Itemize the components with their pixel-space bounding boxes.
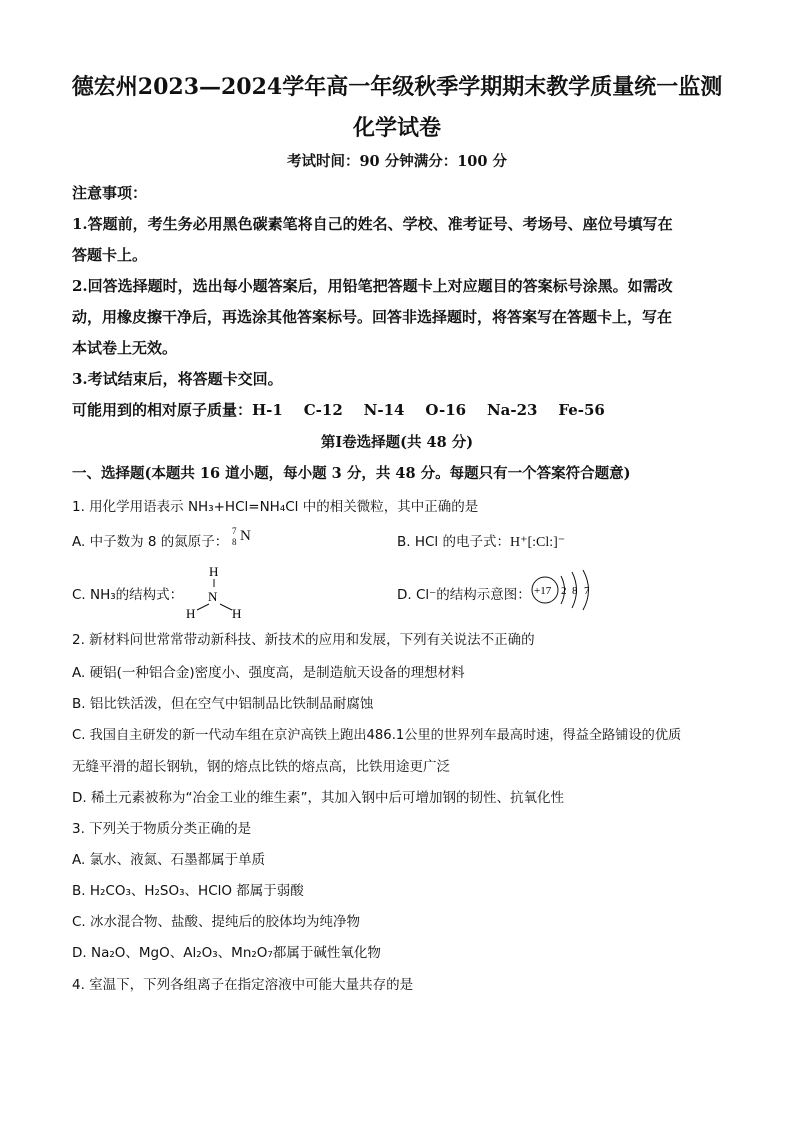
atomic-mass-list: 可能用到的相对原子质量：H-1 C-12 N-14 O-16 Na-23 Fe-56 [72, 401, 605, 419]
shell-electron-count: 7 [584, 585, 590, 597]
question-4-stem: 4. 室温下，下列各组离子在指定溶液中可能大量共存的是 [72, 977, 414, 993]
q1-option-a-label: A. 中子数为 8 的氮原子： [72, 534, 229, 550]
q2-option-c: C. 我国自主研发的新一代动车组在京沪高铁上跑出486.1公里的世界列车最高时速，得益全路铺设的优质 [72, 728, 682, 743]
notice-line: 动，用橡皮擦干净后，再选涂其他答案标号。回答非选择题时，将答案写在答题卡上，写在 [72, 308, 673, 326]
section-title: 第Ⅰ卷选择题(共 48 分) [320, 434, 474, 451]
atom-label: N [208, 589, 218, 604]
notice-line: 3.考试结束后，将答题卡交回。 [72, 370, 283, 388]
q3-option-b: B. H₂CO₃、H₂SO₃、HClO 都属于弱酸 [72, 883, 304, 899]
atom-label: H [232, 606, 242, 621]
q1-option-c [72, 583, 183, 603]
hcl-electron-formula: H⁺[:Cl:]⁻ [509, 535, 566, 550]
atom-label: H [209, 564, 219, 579]
q2-option-b: B. 铝比铁活泼，但在空气中铝制品比铁制品耐腐蚀 [72, 696, 374, 712]
q1-option-c-label: C. NH₃的结构式： [72, 587, 184, 603]
exam-subject: 化学试卷 [352, 115, 441, 141]
mass-number: 7 [232, 526, 237, 536]
q2-option-a: A. 硬铝(一种铝合金)密度小、强度高，是制造航天设备的理想材料 [72, 665, 465, 681]
notice-line: 本试卷上无效。 [72, 339, 178, 357]
notice-line: 1.答题前，考生务必用黑色碳素笔将自己的姓名、学校、准考证号、考场号、座位号填写在 [72, 215, 673, 233]
q1-option-b [397, 530, 565, 551]
exam-time: 考试时间：90 分钟满分：100 分 [286, 153, 508, 170]
ammonia-structure [180, 562, 250, 622]
chloride-ion-diagram [528, 568, 598, 612]
nuclide-symbol [232, 526, 256, 550]
atom-label: H [186, 606, 196, 621]
q1-option-d [397, 583, 531, 603]
exam-title: 德宏州2023—2024学年高一年级秋季学期期末教学质量统一监测 [71, 74, 723, 100]
q3-option-d: D. Na₂O、MgO、Al₂O₃、Mn₂O₇都属于碱性氧化物 [72, 945, 381, 961]
notice-heading: 注意事项： [72, 184, 148, 202]
atomic-number: 8 [232, 537, 237, 547]
q2-option-c-cont: 无缝平滑的超长钢轨，钢的熔点比铁的熔点高，比铁用途更广泛 [72, 759, 450, 775]
q3-option-c: C. 冰水混合物、盐酸、提纯后的胶体均为纯净物 [72, 914, 361, 930]
shell-electron-count: 2 [561, 585, 567, 597]
notice-line: 答题卡上。 [72, 246, 148, 264]
q1-option-a [72, 530, 228, 550]
part-heading: 一、选择题(本题共 16 道小题，每小题 3 分，共 48 分。每题只有一个答案符合题意) [72, 465, 631, 482]
nucleus-charge: +17 [534, 585, 552, 597]
question-1-stem: 1. 用化学用语表示 NH₃+HCl=NH₄Cl 中的相关微粒，其中正确的是 [72, 499, 479, 515]
bond-line [220, 604, 232, 610]
shell-electron-count: 8 [572, 585, 578, 597]
q1-option-d-label: D. Cl⁻的结构示意图： [397, 587, 531, 603]
q1-option-b-label: B. HCl 的电子式： [397, 534, 510, 550]
q3-option-a: A. 氯水、液氮、石墨都属于单质 [72, 852, 266, 868]
question-3-stem: 3. 下列关于物质分类正确的是 [72, 821, 252, 837]
bond-line [197, 604, 209, 610]
element-symbol: N [240, 528, 251, 544]
q2-option-d: D. 稀土元素被称为“冶金工业的维生素”，其加入钢中后可增加钢的韧性、抗氧化性 [72, 790, 564, 806]
notice-line: 2.回答选择题时，选出每小题答案后，用铅笔把答题卡上对应题目的答案标号涂黑。如需改 [72, 277, 673, 295]
question-2-stem: 2. 新材料问世常常带动新科技、新技术的应用和发展，下列有关说法不正确的 [72, 632, 535, 648]
